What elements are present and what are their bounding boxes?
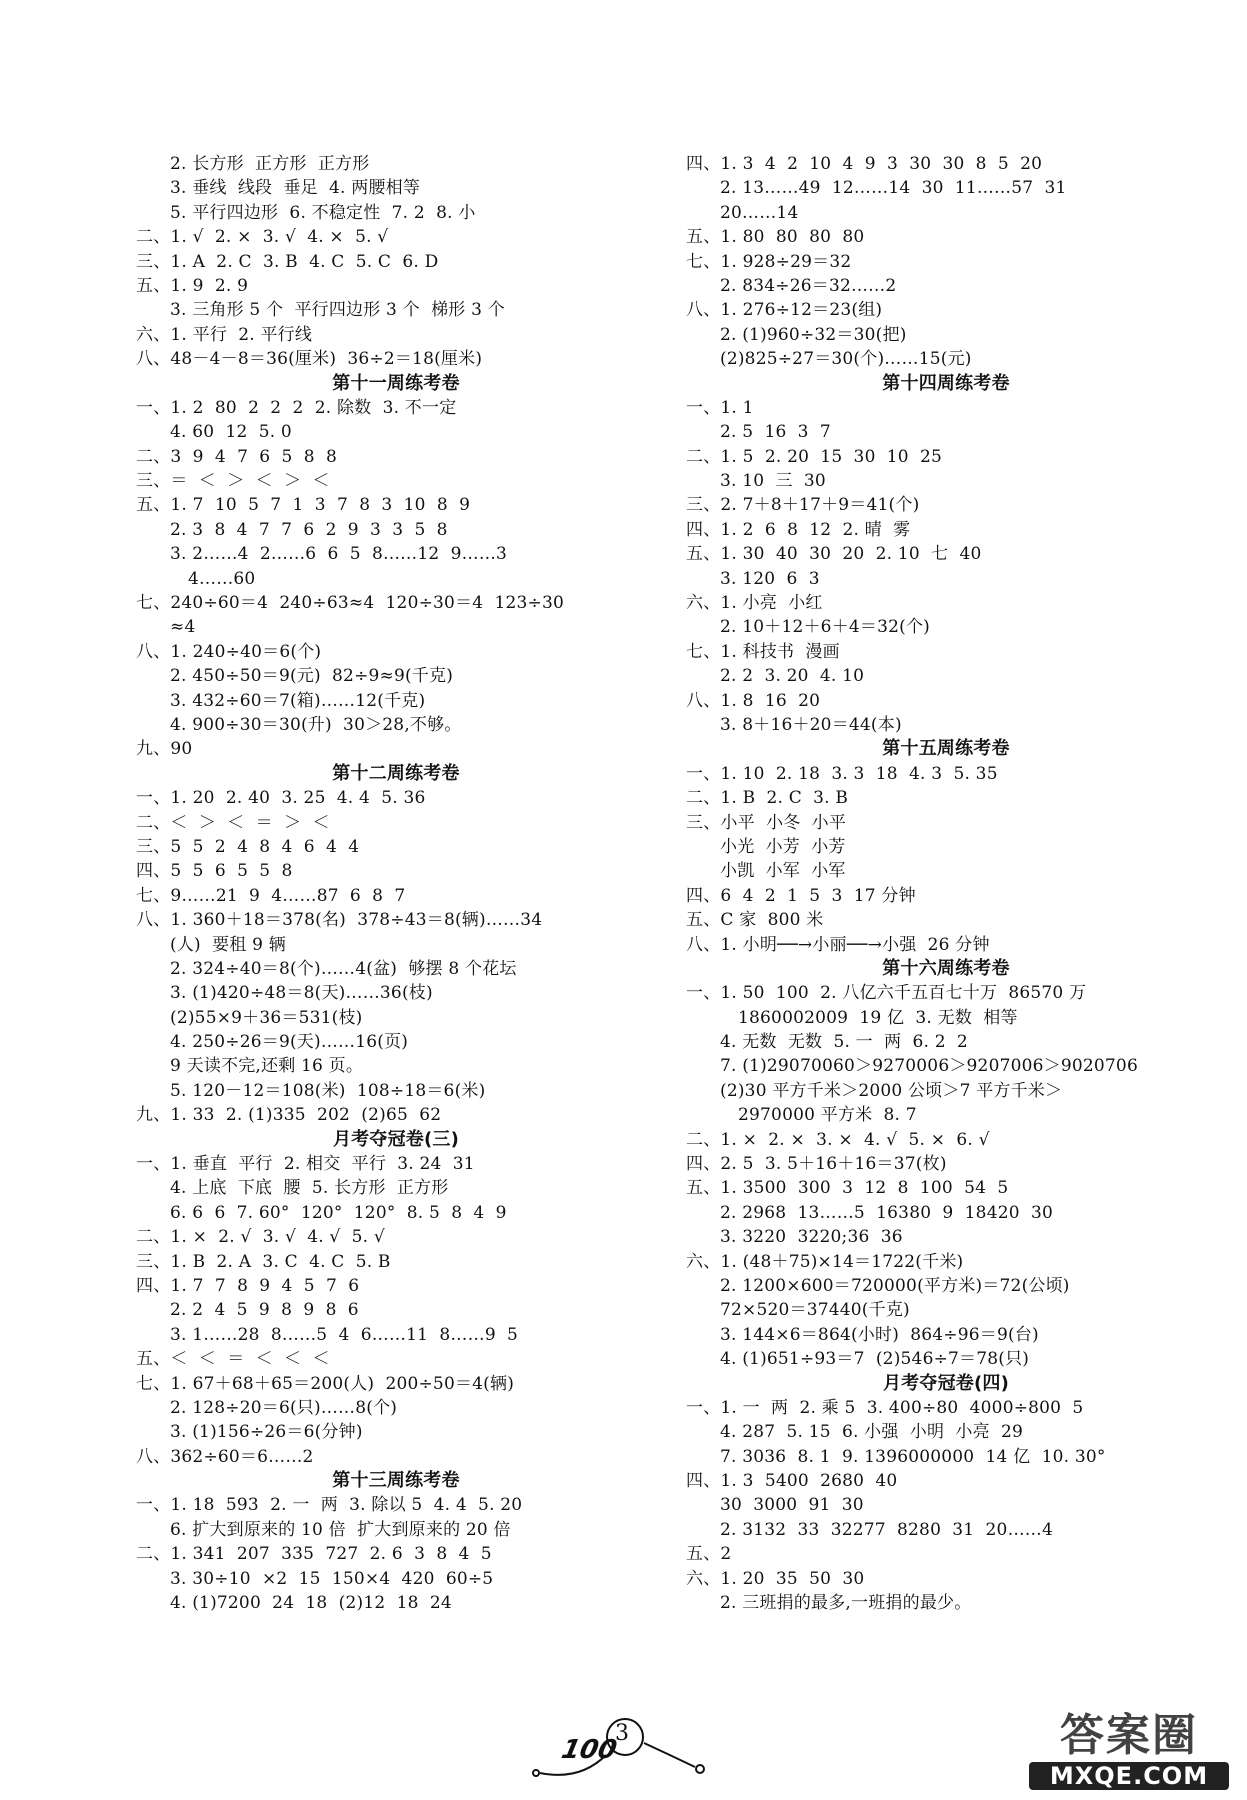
- section-title: 第十一周练考卷: [332, 372, 460, 394]
- answer-line: 3. 30÷10 ×2 15 150×4 420 60÷5: [170, 1568, 494, 1589]
- answer-line: 六、1. 20 35 50 30: [686, 1568, 865, 1589]
- answer-line: 2. 三班捐的最多,一班捐的最少。: [720, 1593, 972, 1614]
- answer-line: 2. 834÷26＝32……2: [720, 275, 897, 296]
- site-watermark: [1029, 1710, 1229, 1792]
- answer-line: 九、1. 33 2. (1)335 202 (2)65 62: [136, 1105, 442, 1126]
- answer-line: 3. 3220 3220;36 36: [720, 1227, 903, 1248]
- answer-line: 八、48－4－8＝36(厘米) 36÷2＝18(厘米): [136, 349, 483, 370]
- answer-line: 九、90: [136, 739, 193, 760]
- answer-line: 2. 3 8 4 7 7 6 2 9 3 3 5 8: [170, 519, 448, 540]
- answer-line: 72×520＝37440(千克): [720, 1300, 910, 1321]
- answer-line: 1860002009 19 亿 3. 无数 相等: [738, 1007, 1018, 1028]
- answer-line: 2. 2 3. 20 4. 10: [720, 666, 865, 687]
- answer-line: 5. 120－12＝108(米) 108÷18＝6(米): [170, 1080, 486, 1101]
- answer-line: 2. 13……49 12……14 30 11……57 31: [720, 178, 1067, 199]
- answer-line: 八、1. 240÷40＝6(个): [136, 641, 322, 662]
- answer-line: 30 3000 91 30: [720, 1495, 864, 1516]
- answer-line: 一、1. 1: [686, 397, 754, 418]
- answer-line: 六、1. 小亮 小红: [686, 593, 823, 614]
- answer-line: 一、1. 18 593 2. 一 两 3. 除以 5 4. 4 5. 20: [136, 1495, 523, 1516]
- answer-line: 2. 450÷50＝9(元) 82÷9≈9(千克): [170, 666, 454, 687]
- answer-line: 3. (1)156÷26＝6(分钟): [170, 1422, 363, 1443]
- answer-line: 二、＜ ＞ ＜ ＝ ＞ ＜: [136, 812, 330, 833]
- answer-line: ≈4: [170, 617, 196, 638]
- answer-line: 五、1. 3500 300 3 12 8 100 54 5: [686, 1178, 1009, 1199]
- answer-line: 五、1. 80 80 80 80: [686, 227, 865, 248]
- answer-line: 3. 120 6 3: [720, 568, 820, 589]
- answer-line: 五、1. 7 10 5 7 1 3 7 8 3 10 8 9: [136, 495, 471, 516]
- answer-line: 八、362÷60＝6……2: [136, 1446, 314, 1467]
- answer-line: 七、1. 928÷29＝32: [686, 251, 852, 272]
- answer-line: 二、1. × 2. × 3. × 4. √ 5. × 6. √: [686, 1129, 990, 1150]
- answer-line: 7. (1)29070060＞9270006＞9207006＞9020706: [720, 1056, 1138, 1077]
- answer-line: 3. 2……4 2……6 6 5 8……12 9……3: [170, 544, 508, 565]
- section-title: 月考夺冠卷(三): [332, 1128, 460, 1150]
- answer-line: 2970000 平方米 8. 7: [738, 1105, 917, 1126]
- answer-line: (2)825÷27＝30(个)……15(元): [720, 349, 972, 370]
- answer-line: 一、1. 2 80 2 2 2 2. 除数 3. 不一定: [136, 397, 457, 418]
- answer-line: 八、1. 276÷12＝23(组): [686, 300, 883, 321]
- answer-line: 二、1. 5 2. 20 15 30 10 25: [686, 446, 943, 467]
- answer-line: 二、1. × 2. √ 3. √ 4. √ 5. √: [136, 1227, 385, 1248]
- answer-line: 3. 三角形 5 个 平行四边形 3 个 梯形 3 个: [170, 300, 505, 321]
- answer-line: 四、2. 5 3. 5＋16＋16＝37(枚): [686, 1154, 947, 1175]
- answer-line: 3. 8＋16＋20＝44(本): [720, 714, 902, 735]
- page-number: 3: [615, 1721, 629, 1746]
- answer-line: 七、240÷60＝4 240÷63≈4 120÷30＝4 123÷30: [136, 593, 565, 614]
- answer-line: 三、小平 小冬 小平: [686, 812, 847, 833]
- answer-line: 五、1. 30 40 30 20 2. 10 七 40: [686, 544, 982, 565]
- answer-line: (人) 要租 9 辆: [170, 934, 286, 955]
- answer-line: 三、5 5 2 4 8 4 6 4 4: [136, 836, 360, 857]
- answer-line: 3. 1……28 8……5 4 6……11 8……9 5: [170, 1324, 519, 1345]
- answer-line: 三、1. B 2. A 3. C 4. C 5. B: [136, 1251, 391, 1272]
- answer-line: 3. 10 三 30: [720, 471, 826, 492]
- answer-line: 7. 3036 8. 1 9. 1396000000 14 亿 10. 30°: [720, 1446, 1106, 1467]
- answer-line: 4. 900÷30＝30(升) 30＞28,不够。: [170, 714, 462, 735]
- answer-line: 四、6 4 2 1 5 3 17 分钟: [686, 885, 916, 906]
- section-title: 第十三周练考卷: [332, 1470, 460, 1492]
- answer-line: 小凯 小军 小军: [720, 861, 846, 882]
- right-answer-column: [686, 152, 1206, 1615]
- answer-line: 2. 128÷20＝6(只)……8(个): [170, 1397, 398, 1418]
- answer-line: (2)30 平方千米＞2000 公顷＞7 平方千米＞: [720, 1080, 1063, 1101]
- section-title: 第十五周练考卷: [882, 738, 1010, 760]
- answer-line: 2. 1200×600＝720000(平方米)＝72(公顷): [720, 1275, 1070, 1296]
- answer-line: 一、1. 50 100 2. 八亿六千五百七十万 86570 万: [686, 983, 1087, 1004]
- answer-line: 五、1. 9 2. 9: [136, 275, 249, 296]
- section-title: 第十四周练考卷: [882, 372, 1010, 394]
- section-title: 月考夺冠卷(四): [882, 1372, 1010, 1394]
- answer-line: 4……60: [188, 568, 256, 589]
- answer-line: 6. 6 6 7. 60° 120° 120° 8. 5 8 4 9: [170, 1202, 507, 1223]
- answer-line: 2. 2968 13……5 16380 9 18420 30: [720, 1202, 1053, 1223]
- answer-line: 六、1. 平行 2. 平行线: [136, 324, 313, 345]
- watermark-title: 答案圈: [1060, 1710, 1198, 1761]
- answer-line: 七、9……21 9 4……87 6 8 7: [136, 885, 406, 906]
- answer-line: 八、1. 8 16 20: [686, 690, 821, 711]
- answer-line: 四、5 5 6 5 5 8: [136, 861, 293, 882]
- answer-line: 5. 平行四边形 6. 不稳定性 7. 2 8. 小: [170, 202, 476, 223]
- answer-line: 五、2: [686, 1544, 732, 1565]
- answer-line: 4. (1)7200 24 18 (2)12 18 24: [170, 1593, 452, 1614]
- answer-line: 2. 2 4 5 9 8 9 8 6: [170, 1300, 359, 1321]
- answer-line: 二、3 9 4 7 6 5 8 8: [136, 446, 337, 467]
- answer-line: 一、1. 垂直 平行 2. 相交 平行 3. 24 31: [136, 1154, 475, 1175]
- answer-line: 八、1. 360＋18＝378(名) 378÷43＝8(辆)……34: [136, 910, 543, 931]
- answer-line: 4. 无数 无数 5. 一 两 6. 2 2: [720, 1032, 968, 1053]
- page-footer: [520, 1715, 720, 1785]
- section-title: 第十二周练考卷: [332, 762, 460, 784]
- answer-line: 四、1. 3 5400 2680 40: [686, 1471, 898, 1492]
- answer-line: 三、2. 7＋8＋17＋9＝41(个): [686, 495, 920, 516]
- section-title: 第十六周练考卷: [882, 957, 1010, 979]
- answer-line: 3. (1)420÷48＝8(天)……36(枝): [170, 983, 433, 1004]
- answer-line: 3. 144×6＝864(小时) 864÷96＝9(台): [720, 1324, 1039, 1345]
- answer-line: 五、C 家 800 米: [686, 910, 824, 931]
- answer-line: 2. 3132 33 32277 8280 31 20……4: [720, 1519, 1053, 1540]
- answer-line: 一、1. 20 2. 40 3. 25 4. 4 5. 36: [136, 788, 426, 809]
- answer-line: 二、1. 341 207 335 727 2. 6 3 8 4 5: [136, 1544, 492, 1565]
- answer-line: 2. 5 16 3 7: [720, 422, 831, 443]
- answer-line: 9 天读不完,还剩 16 页。: [170, 1056, 364, 1077]
- answer-line: 4. 60 12 5. 0: [170, 422, 292, 443]
- answer-line: 小光 小芳 小芳: [720, 836, 846, 857]
- answer-line: 八、1. 小明──→小丽──→小强 26 分钟: [686, 934, 990, 955]
- answer-line: 4. (1)651÷93＝7 (2)546÷7＝78(只): [720, 1349, 1030, 1370]
- answer-line: 二、1. B 2. C 3. B: [686, 788, 849, 809]
- watermark-url: MXQE.COM: [1029, 1762, 1229, 1790]
- answer-line: 4. 上底 下底 腰 5. 长方形 正方形: [170, 1178, 449, 1199]
- answer-line: 七、1. 科技书 漫画: [686, 641, 840, 662]
- answer-line: 2. (1)960÷32＝30(把): [720, 324, 907, 345]
- answer-line: 三、＝ ＜ ＞ ＜ ＞ ＜: [136, 471, 330, 492]
- answer-line: 四、1. 2 6 8 12 2. 晴 雾: [686, 519, 911, 540]
- answer-line: 七、1. 67＋68＋65＝200(人) 200÷50＝4(辆): [136, 1373, 515, 1394]
- answer-line: 3. 432÷60＝7(箱)……12(千克): [170, 690, 426, 711]
- answer-line: 20……14: [720, 202, 799, 223]
- answer-line: 二、1. √ 2. × 3. √ 4. × 5. √: [136, 227, 389, 248]
- left-answer-column: [136, 152, 656, 1615]
- answer-line: 6. 扩大到原来的 10 倍 扩大到原来的 20 倍: [170, 1519, 511, 1540]
- answer-line: 一、1. 一 两 2. 乘 5 3. 400÷80 4000÷800 5: [686, 1397, 1084, 1418]
- answer-line: (2)55×9＋36＝531(枝): [170, 1007, 363, 1028]
- answer-line: 2. 324÷40＝8(个)……4(盆) 够摆 8 个花坛: [170, 958, 517, 979]
- answer-line: 四、1. 7 7 8 9 4 5 7 6: [136, 1275, 360, 1296]
- answer-line: 四、1. 3 4 2 10 4 9 3 30 30 8 5 20: [686, 154, 1043, 174]
- answer-line: 2. 长方形 正方形 正方形: [170, 154, 370, 174]
- answer-line: 2. 10＋12＋6＋4＝32(个): [720, 617, 931, 638]
- answer-line: 4. 287 5. 15 6. 小强 小明 小亮 29: [720, 1422, 1024, 1443]
- answer-line: 五、＜ ＜ ＝ ＜ ＜ ＜: [136, 1349, 330, 1370]
- answer-line: 三、1. A 2. C 3. B 4. C 5. C 6. D: [136, 251, 439, 272]
- logo-100: 100: [558, 1735, 620, 1765]
- answer-line: 六、1. (48＋75)×14＝1722(千米): [686, 1251, 964, 1272]
- answer-line: 一、1. 10 2. 18 3. 3 18 4. 3 5. 35: [686, 763, 998, 784]
- answer-line: 4. 250÷26＝9(天)……16(页): [170, 1032, 409, 1053]
- answer-line: 3. 垂线 线段 垂足 4. 两腰相等: [170, 178, 421, 199]
